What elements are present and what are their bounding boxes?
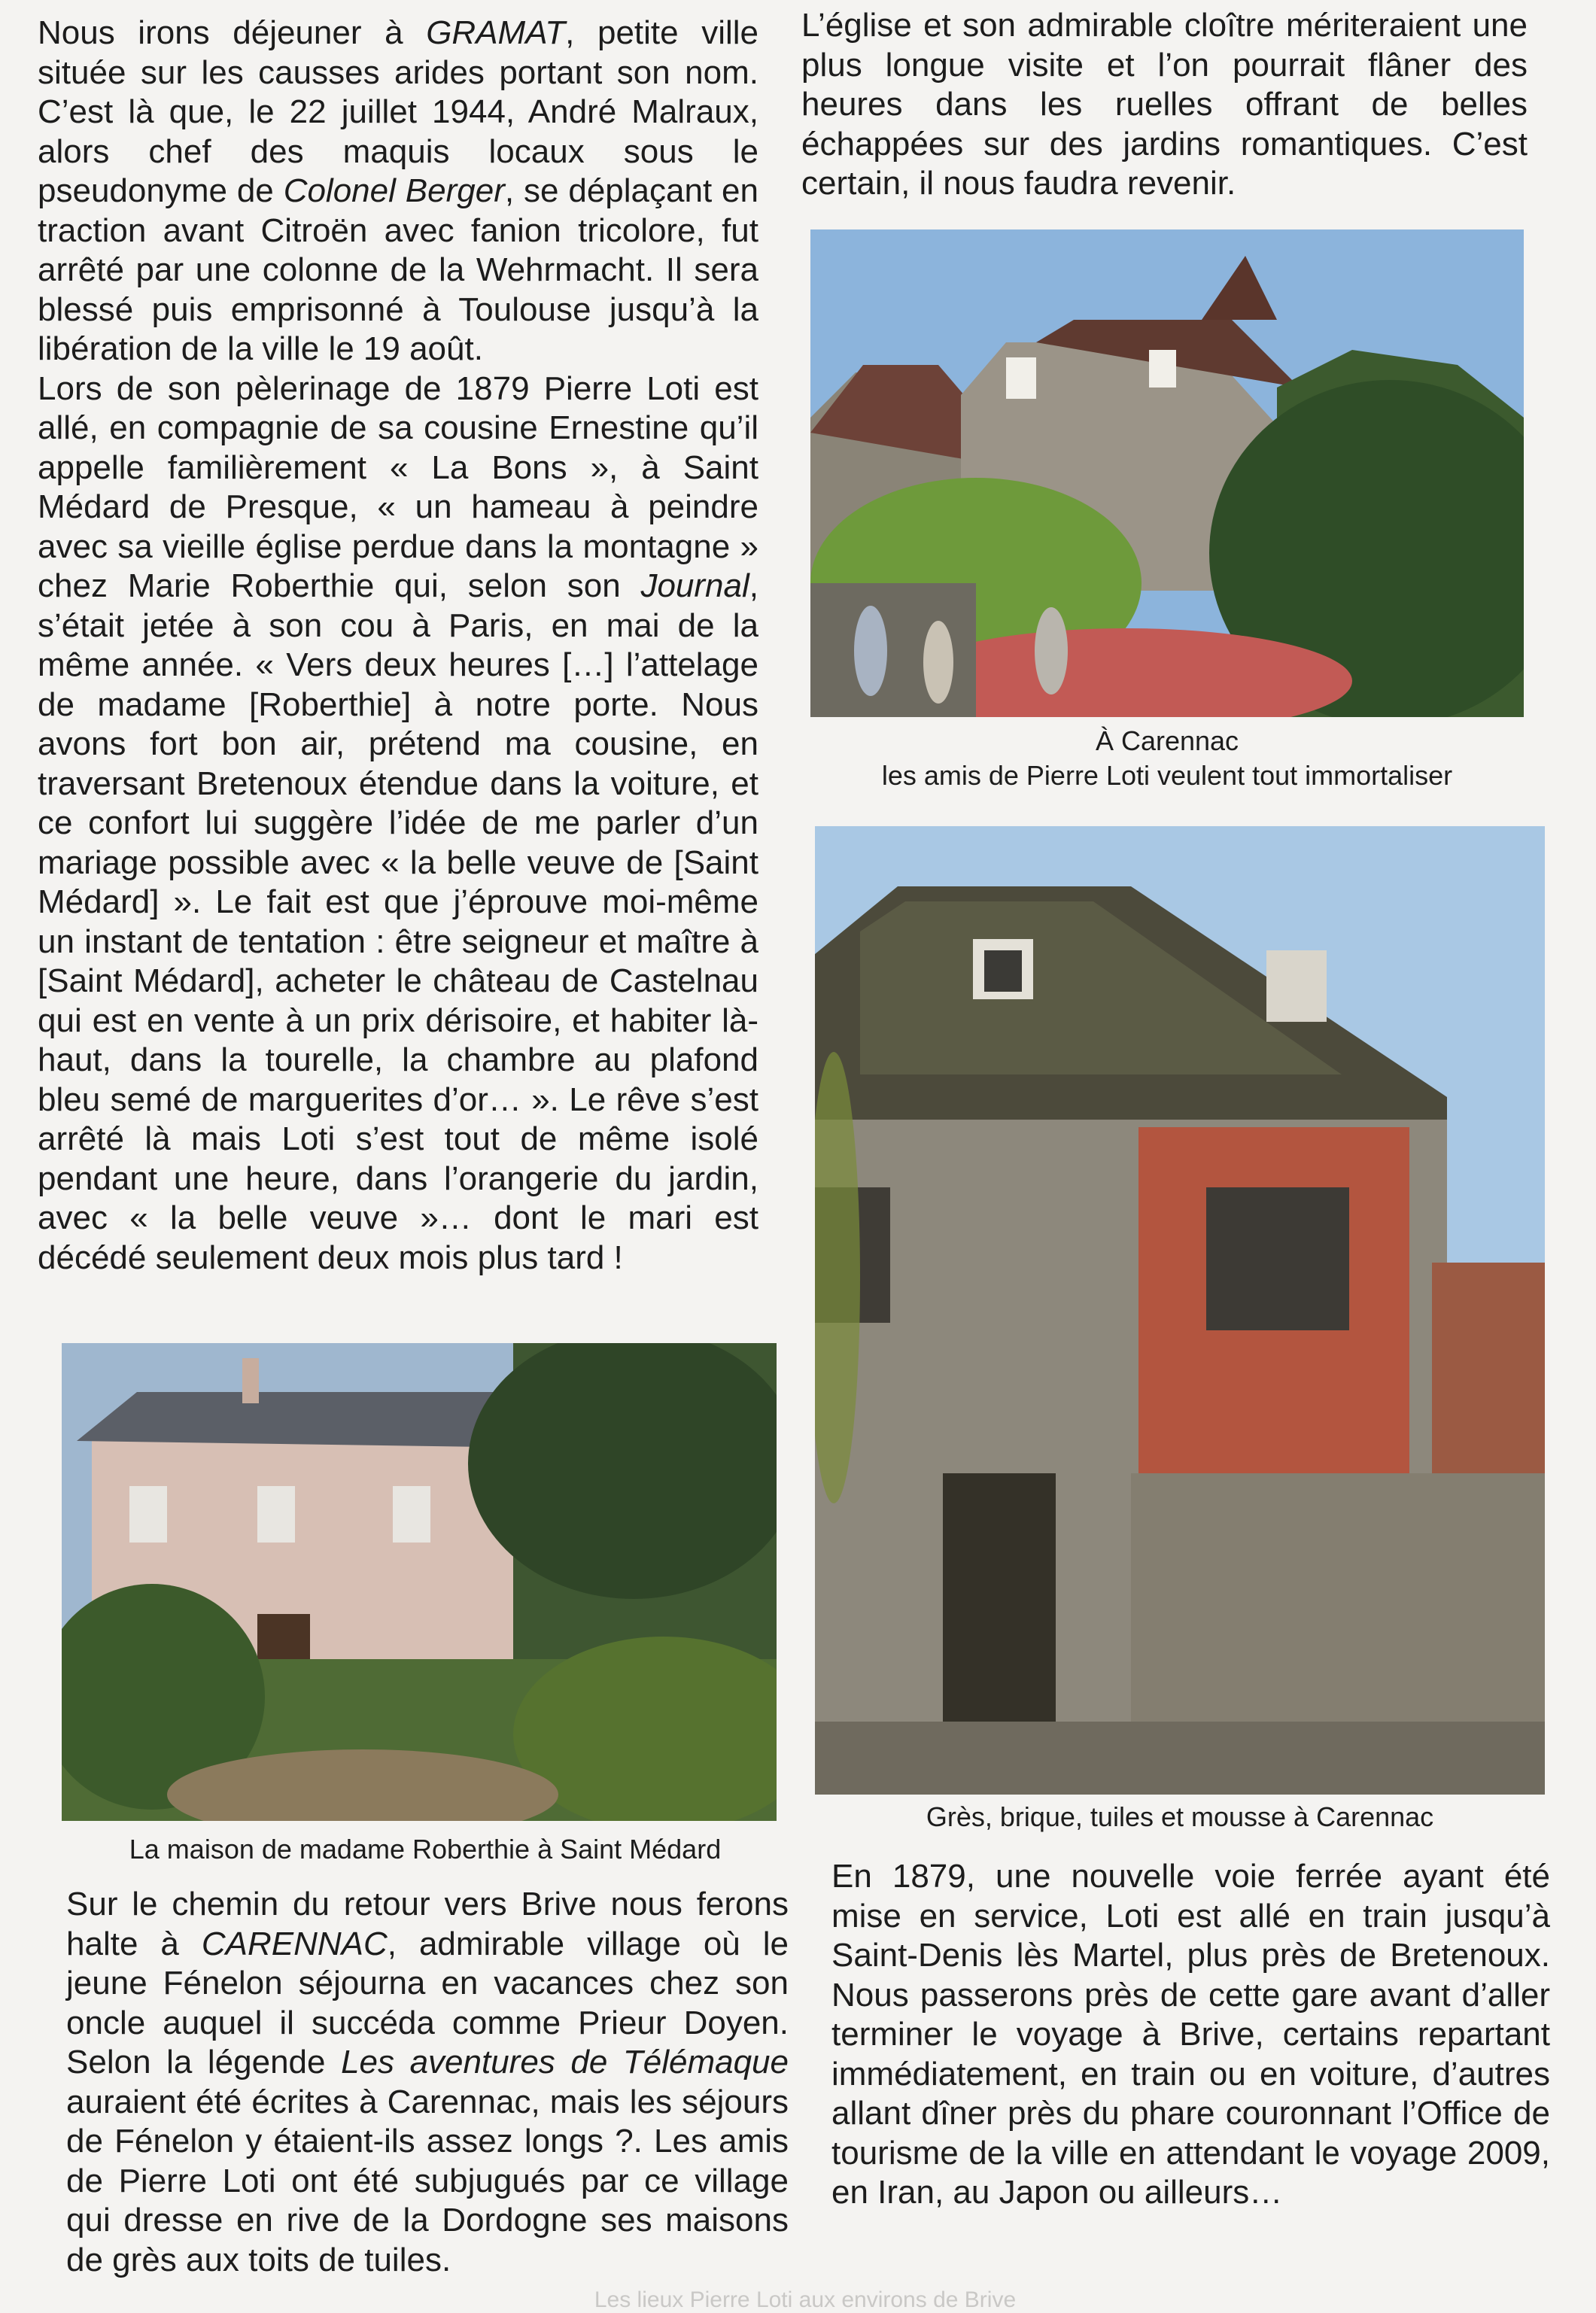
left-column-bottom bbox=[66, 1885, 789, 2280]
caption-carennac-line2: les amis de Pierre Loti veulent tout immortaliser bbox=[881, 760, 1453, 791]
photo-carennac-village bbox=[810, 229, 1524, 717]
caption-carennac-line1: À Carennac bbox=[1095, 725, 1239, 756]
paragraph-voie-ferree: En 1879, une nouvelle voie ferrée ayant été mise en service, Loti est allé en train jusqu’à Saint-Denis lès Martel, plus près de Bretenoux. Nous passerons près de cette gare avant d’aller terminer le voyage à Brive, certains repartant immédiatement, en train ou en voiture, d’autres allant dîner près du phare couronnant l’Office de tourisme de la ville en attendant le voyage 2009, en Iran, au Japon ou ailleurs… bbox=[831, 1858, 1550, 2211]
left-column-top bbox=[38, 14, 758, 1278]
photo-carennac-tower bbox=[815, 826, 1545, 1795]
paragraph-eglise: L’église et son admirable cloître mériteraient une plus longue visite et l’on pourrait flâner des heures dans les ruelles offrant de belles échappées sur des jardins romantiques. C’est certain, il nous faudra revenir. bbox=[801, 7, 1528, 202]
caption-roberthie-house: La maison de madame Roberthie à Saint Médard bbox=[129, 1834, 722, 1865]
paragraph-gramat: Nous irons déjeuner à GRAMAT, petite ville située sur les causses arides portant son nom. C’est là que, le 22 juillet 1944, André Malraux, alors chef des maquis locaux sous le pseudonyme de Colonel Berger, se déplaçant en traction avant Citroën avec fanion tricolore, fut arrêté par une colonne de la Wehrmacht. Il sera blessé puis emprisonné à Toulouse jusqu’à la libération de la ville le 19 août. bbox=[38, 14, 759, 367]
footer-bleed-through: Les lieux Pierre Loti aux environs de Brive bbox=[594, 2287, 1017, 2312]
caption-carennac-tower: Grès, brique, tuiles et mousse à Carennac bbox=[926, 1801, 1434, 1832]
photo-roberthie-house bbox=[62, 1343, 777, 1821]
right-column-top bbox=[801, 6, 1528, 204]
right-column-bottom bbox=[831, 1857, 1550, 2213]
paragraph-saint-medard: Lors de son pèlerinage de 1879 Pierre Loti est allé, en compagnie de sa cousine Ernestine qu’il appelle familièrement « La Bons », à Saint Médard de Presque, « un hameau à peindre avec sa vieille église perdue dans la montagne » chez Marie Roberthie qui, selon son Journal, s’était jetée à son cou à Paris, en mai de la même année. « Vers deux heures […] l’attelage de madame [Roberthie] à notre porte. Nous avons fort bon air, prétend ma cousine, en traversant Bretenoux étendue dans la voiture, et ce confort lui suggère l’idée de me parler d’un mariage possible avec « la belle veuve de [Saint Médard] ». Le fait est que j’éprouve moi-même un instant de tentation : être seigneur et maître à [Saint Médard], acheter le château de Castelnau qui est en vente à un prix dérisoire, et habiter là-haut, dans la tourelle, la chambre au plafond bleu semé de marguerites d’or… ». Le rêve s’est arrêté là mais Loti s’est tout de même isolé pendant une heure, dans l’orangerie du jardin, avec « la belle veuve »… dont le mari est décédé seulement deux mois plus tard ! bbox=[38, 369, 758, 1276]
paragraph-carennac: Sur le chemin du retour vers Brive nous ferons halte à CARENNAC, admirable village où le jeune Fénelon séjourna en vacances chez son oncle auquel il succéda comme Prieur Doyen. Selon la légende Les aventures de Télémaque auraient été écrites à Carennac, mais les séjours de Fénelon y étaient-ils assez longs ?. Les amis de Pierre Loti ont été subjugués par ce village qui dresse en rive de la Dordogne ses maisons de grès aux toits de tuiles. bbox=[66, 1886, 789, 2278]
